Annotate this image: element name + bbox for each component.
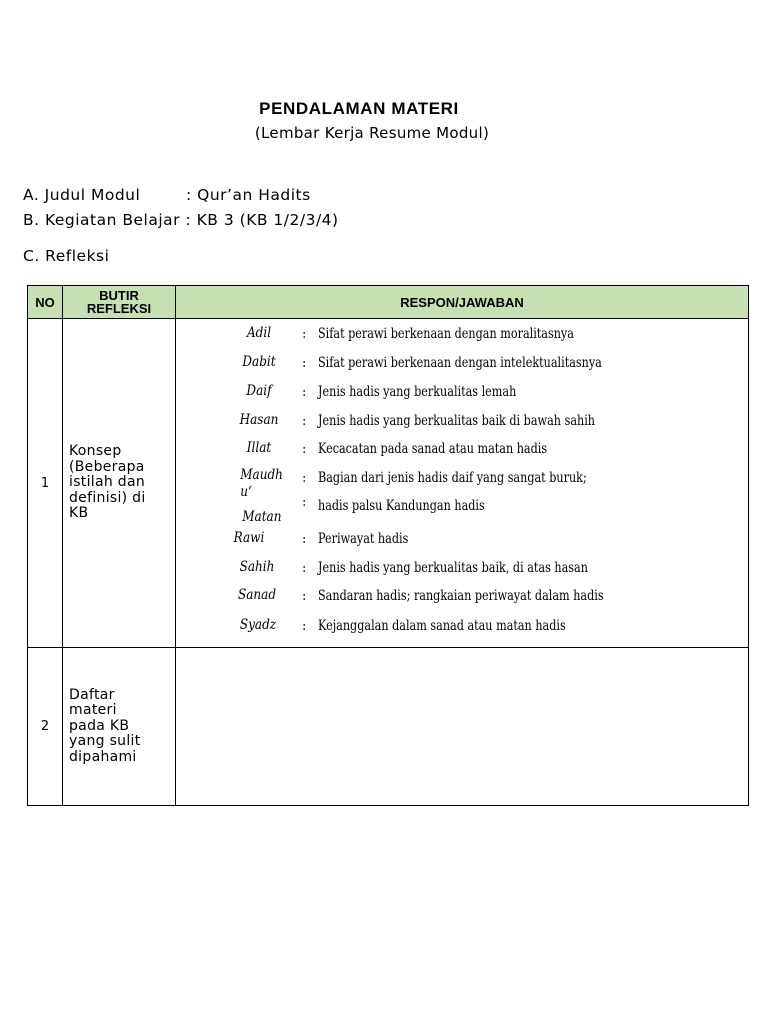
definition-text: Jenis hadis yang berkualitas lemah [318, 384, 517, 400]
header-butir-line1: BUTIR [99, 288, 139, 303]
definition-colon: : [302, 327, 307, 342]
definition-text: Jenis hadis yang berkualitas baik di bawah sahih [318, 413, 596, 429]
definition-text: Sandaran hadis; rangkaian periwayat dalam hadis [318, 588, 604, 604]
definition-text: hadis palsu Kandungan hadis [318, 498, 485, 514]
definition-text: Sifat perawi berkenaan dengan moralitasnya [318, 326, 574, 342]
table-row [28, 319, 749, 648]
definition-colon: : [302, 385, 307, 400]
table-row [28, 648, 749, 806]
definition-term: Matan [242, 509, 282, 525]
definition-term: Adil [246, 325, 272, 341]
row-number: 1 [28, 319, 63, 648]
butir-line: KB [69, 505, 89, 522]
definition-term: Syadz [239, 617, 277, 633]
butir-line: materi [69, 702, 117, 719]
response-cell[interactable] [176, 319, 749, 648]
header-no: NO [28, 286, 63, 319]
definition-term: Illat [246, 440, 272, 456]
butir-cell [63, 648, 176, 806]
response-cell[interactable] [176, 648, 749, 806]
header-respon: RESPON/JAWABAN [176, 286, 749, 319]
definition-colon: : [302, 471, 307, 486]
definition-colon: : [302, 619, 307, 634]
module-title-line [23, 186, 311, 204]
header-butir [63, 286, 176, 319]
butir-line: dipahami [69, 748, 137, 765]
butir-line: pada KB [69, 717, 130, 734]
definition-text: Kejanggalan dalam sanad atau matan hadis [318, 618, 566, 634]
module-title-value: : Qur’an Hadits [186, 186, 311, 204]
definition-term: Rawi [233, 530, 265, 546]
definition-text: Bagian dari jenis hadis daif yang sangat buruk; [318, 470, 587, 486]
row-number: 2 [28, 648, 63, 806]
page-subtitle: (Lembar Kerja Resume Modul) [254, 124, 490, 142]
definition-term: Daif [246, 383, 272, 399]
definition-text: Jenis hadis yang berkualitas baik, di atas hasan [318, 560, 588, 576]
module-title-label: A. Judul Modul [23, 186, 141, 204]
learning-activity-line [23, 211, 339, 229]
definition-colon: : [302, 589, 307, 604]
definition-term: Dabit [242, 354, 276, 370]
header-butir-line2: REFLEKSI [86, 301, 152, 316]
butir-line: (Beberapa [69, 458, 145, 475]
page-title: PENDALAMAN MATERI [259, 99, 459, 118]
butir-line: istilah dan [69, 474, 145, 491]
definition-colon: : [302, 356, 307, 371]
reflection-table [27, 285, 749, 806]
definition-colon: : [302, 442, 307, 457]
definition-text: Periwayat hadis [318, 531, 409, 547]
definition-term: Sahih [239, 559, 275, 575]
definition-colon: : [302, 532, 307, 547]
butir-line: definisi) di [69, 489, 146, 506]
definition-term: Sanad [237, 587, 277, 603]
definition-colon: : [302, 561, 307, 576]
definition-text: Kecacatan pada sanad atau matan hadis [318, 441, 548, 457]
learning-activity-value: : KB 3 (KB 1/2/3/4) [185, 211, 339, 229]
table-header-row [28, 286, 749, 319]
definition-colon: : [302, 414, 307, 429]
definition-term: Hasan [239, 412, 279, 428]
reflection-heading: C. Refleksi [23, 247, 110, 265]
butir-line: yang sulit [69, 733, 141, 750]
butir-cell [63, 319, 176, 648]
learning-activity-label: B. Kegiatan Belajar [23, 211, 181, 229]
butir-line: Konsep [69, 443, 122, 460]
butir-line: Daftar [69, 686, 115, 703]
definition-list [176, 319, 748, 647]
definition-term: Maudh u‘ [240, 467, 283, 500]
definition-colon: : [302, 495, 307, 510]
definition-text: Sifat perawi berkenaan dengan intelektualitasnya [318, 355, 602, 371]
